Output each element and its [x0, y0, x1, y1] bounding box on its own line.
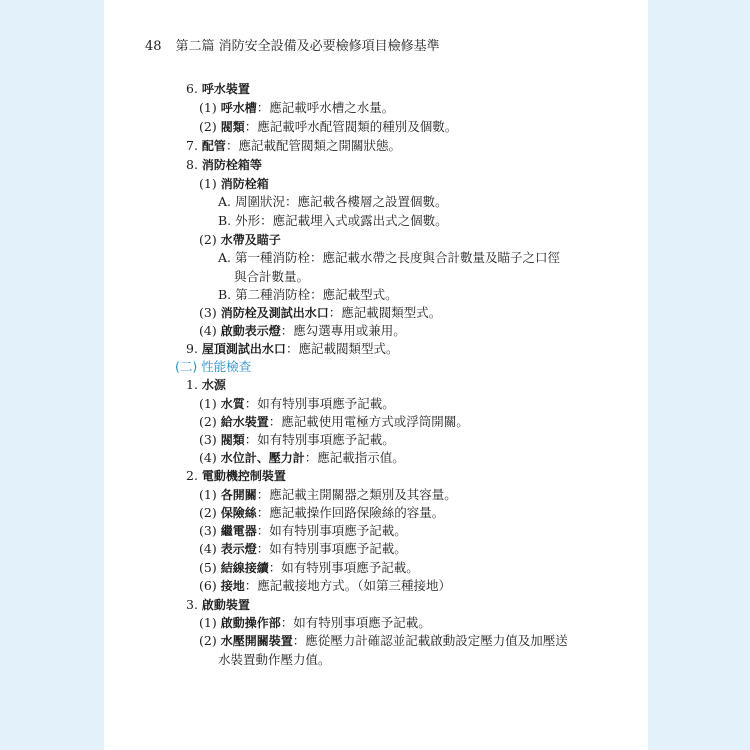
item-number: (6) [199, 578, 217, 593]
item-number: (1) [199, 487, 217, 502]
item-text: ：應記載指示值。 [304, 450, 405, 465]
item-text: 與合計數量。 [234, 269, 310, 284]
item-label: 水帶及瞄子 [220, 233, 281, 247]
item-text: 周圍狀況：應記載各樓層之設置個數。 [235, 194, 448, 209]
item-label: 表示燈 [220, 542, 257, 556]
item-number: 6. [186, 81, 198, 96]
item-number: 3. [186, 597, 198, 612]
item-number: 9. [186, 341, 198, 356]
text-line [186, 467, 286, 485]
item-text: ：應記載配管閥類之開關狀態。 [225, 138, 401, 153]
item-number: (2) [199, 633, 217, 648]
item-number: (1) [199, 176, 217, 191]
section-heading: (二) 性能檢查 [175, 359, 252, 374]
item-number: B. [218, 287, 232, 302]
text-line [199, 577, 451, 595]
item-text: ：應記載閥類型式。 [285, 341, 399, 356]
page-number: 48 [145, 39, 162, 54]
item-label: 配管 [201, 139, 226, 153]
item-number: (1) [199, 100, 217, 115]
item-number: (4) [199, 541, 217, 556]
text-line [199, 486, 457, 504]
text-line [199, 175, 269, 193]
item-label: 閥類 [220, 120, 245, 134]
item-label: 消防栓及測試出水口 [220, 306, 329, 320]
text-line [199, 614, 431, 632]
text-line [186, 137, 401, 155]
item-number: B. [218, 213, 232, 228]
text-line [218, 193, 448, 211]
item-number: A. [218, 194, 232, 209]
item-text: ：如有特別事項應予記載。 [244, 432, 395, 447]
chapter-title: 第二篇 消防安全設備及必要檢修項目檢修基準 [175, 39, 440, 54]
text-line [186, 156, 262, 174]
text-line [218, 212, 448, 230]
item-text: ：應記載使用電極方式或浮筒開關。 [268, 414, 469, 429]
text-line [186, 340, 398, 358]
text-line [199, 522, 407, 540]
item-text: ：如有特別事項應予記載。 [280, 615, 431, 630]
item-text: ：如有特別事項應予記載。 [256, 523, 407, 538]
item-number: A. [218, 250, 232, 265]
item-label: 繼電器 [220, 524, 257, 538]
item-label: 啟動裝置 [201, 598, 250, 612]
item-text: ：應記載操作回路保險絲的容量。 [256, 505, 445, 520]
item-label: 呼水裝置 [201, 82, 250, 96]
item-label: 消防栓箱 [220, 177, 269, 191]
item-text: ：如有特別事項應予記載。 [256, 541, 407, 556]
item-text: 第二種消防栓：應記載型式。 [235, 287, 398, 302]
text-line [218, 249, 560, 267]
item-text: 外形：應記載埋入式或露出式之個數。 [235, 213, 448, 228]
item-number: (2) [199, 414, 217, 429]
item-text: ：應記載閥類型式。 [328, 305, 442, 320]
item-text: ：應記載呼水配管閥類的種別及個數。 [244, 119, 458, 134]
text-line [199, 322, 406, 340]
item-number: 1. [186, 377, 198, 392]
item-label: 結線接續 [220, 561, 269, 575]
item-number: (2) [199, 505, 217, 520]
item-number: (3) [199, 305, 217, 320]
item-text: 第一種消防栓：應記載水帶之長度與合計數量及瞄子之口徑 [235, 250, 561, 265]
item-number: (5) [199, 560, 217, 575]
text-line [186, 596, 250, 614]
item-label: 水壓開關裝置 [220, 634, 293, 648]
item-number: (2) [199, 119, 217, 134]
text-line [218, 286, 398, 304]
text-line [199, 504, 444, 522]
text-line [199, 413, 469, 431]
item-number: (1) [199, 396, 217, 411]
item-label: 消防栓箱等 [201, 158, 262, 172]
item-number: 7. [186, 138, 198, 153]
item-label: 給水裝置 [220, 415, 269, 429]
item-label: 屋頂測試出水口 [201, 342, 286, 356]
item-number: (1) [199, 615, 217, 630]
item-text: ：應勾選專用或兼用。 [280, 323, 406, 338]
item-label: 電動機控制裝置 [201, 469, 286, 483]
text-line [199, 632, 568, 650]
item-label: 水位計、壓力計 [220, 451, 305, 465]
item-text: ：應記載主開關器之類別及其容量。 [256, 487, 457, 502]
item-label: 接地 [220, 579, 245, 593]
item-text: ：應記載呼水槽之水量。 [256, 100, 395, 115]
text-line [199, 559, 419, 577]
text-line [199, 99, 394, 117]
item-label: 啟動操作部 [220, 616, 281, 630]
item-number: (2) [199, 232, 217, 247]
text-line [199, 231, 281, 249]
item-label: 水質 [220, 397, 245, 411]
text-line [199, 395, 395, 413]
item-label: 保險絲 [220, 506, 257, 520]
item-number: 2. [186, 468, 198, 483]
item-number: (4) [199, 450, 217, 465]
item-label: 水源 [201, 378, 226, 392]
item-text: ：應記載接地方式。（如第三種接地） [244, 578, 451, 593]
text-line [218, 651, 331, 669]
item-label: 各開關 [220, 488, 257, 502]
item-text: ：應從壓力計確認並記載啟動設定壓力值及加壓送 [292, 633, 568, 648]
text-line [175, 358, 251, 376]
text-line [186, 376, 226, 394]
item-label: 呼水槽 [220, 101, 257, 115]
item-number: (3) [199, 432, 217, 447]
text-line [199, 449, 405, 467]
text-line [199, 118, 457, 136]
item-label: 啟動表示燈 [220, 324, 281, 338]
text-line [199, 540, 407, 558]
background-right [648, 0, 750, 750]
text-line [199, 304, 441, 322]
item-text: ：如有特別事項應予記載。 [244, 396, 395, 411]
item-number: (3) [199, 523, 217, 538]
text-line [199, 431, 395, 449]
text-line [234, 268, 309, 286]
item-label: 閥類 [220, 433, 245, 447]
item-text: ：如有特別事項應予記載。 [268, 560, 419, 575]
item-text: 水裝置動作壓力值。 [218, 652, 331, 667]
item-number: (4) [199, 323, 217, 338]
text-line [186, 80, 250, 98]
item-number: 8. [186, 157, 198, 172]
running-header [145, 38, 440, 56]
